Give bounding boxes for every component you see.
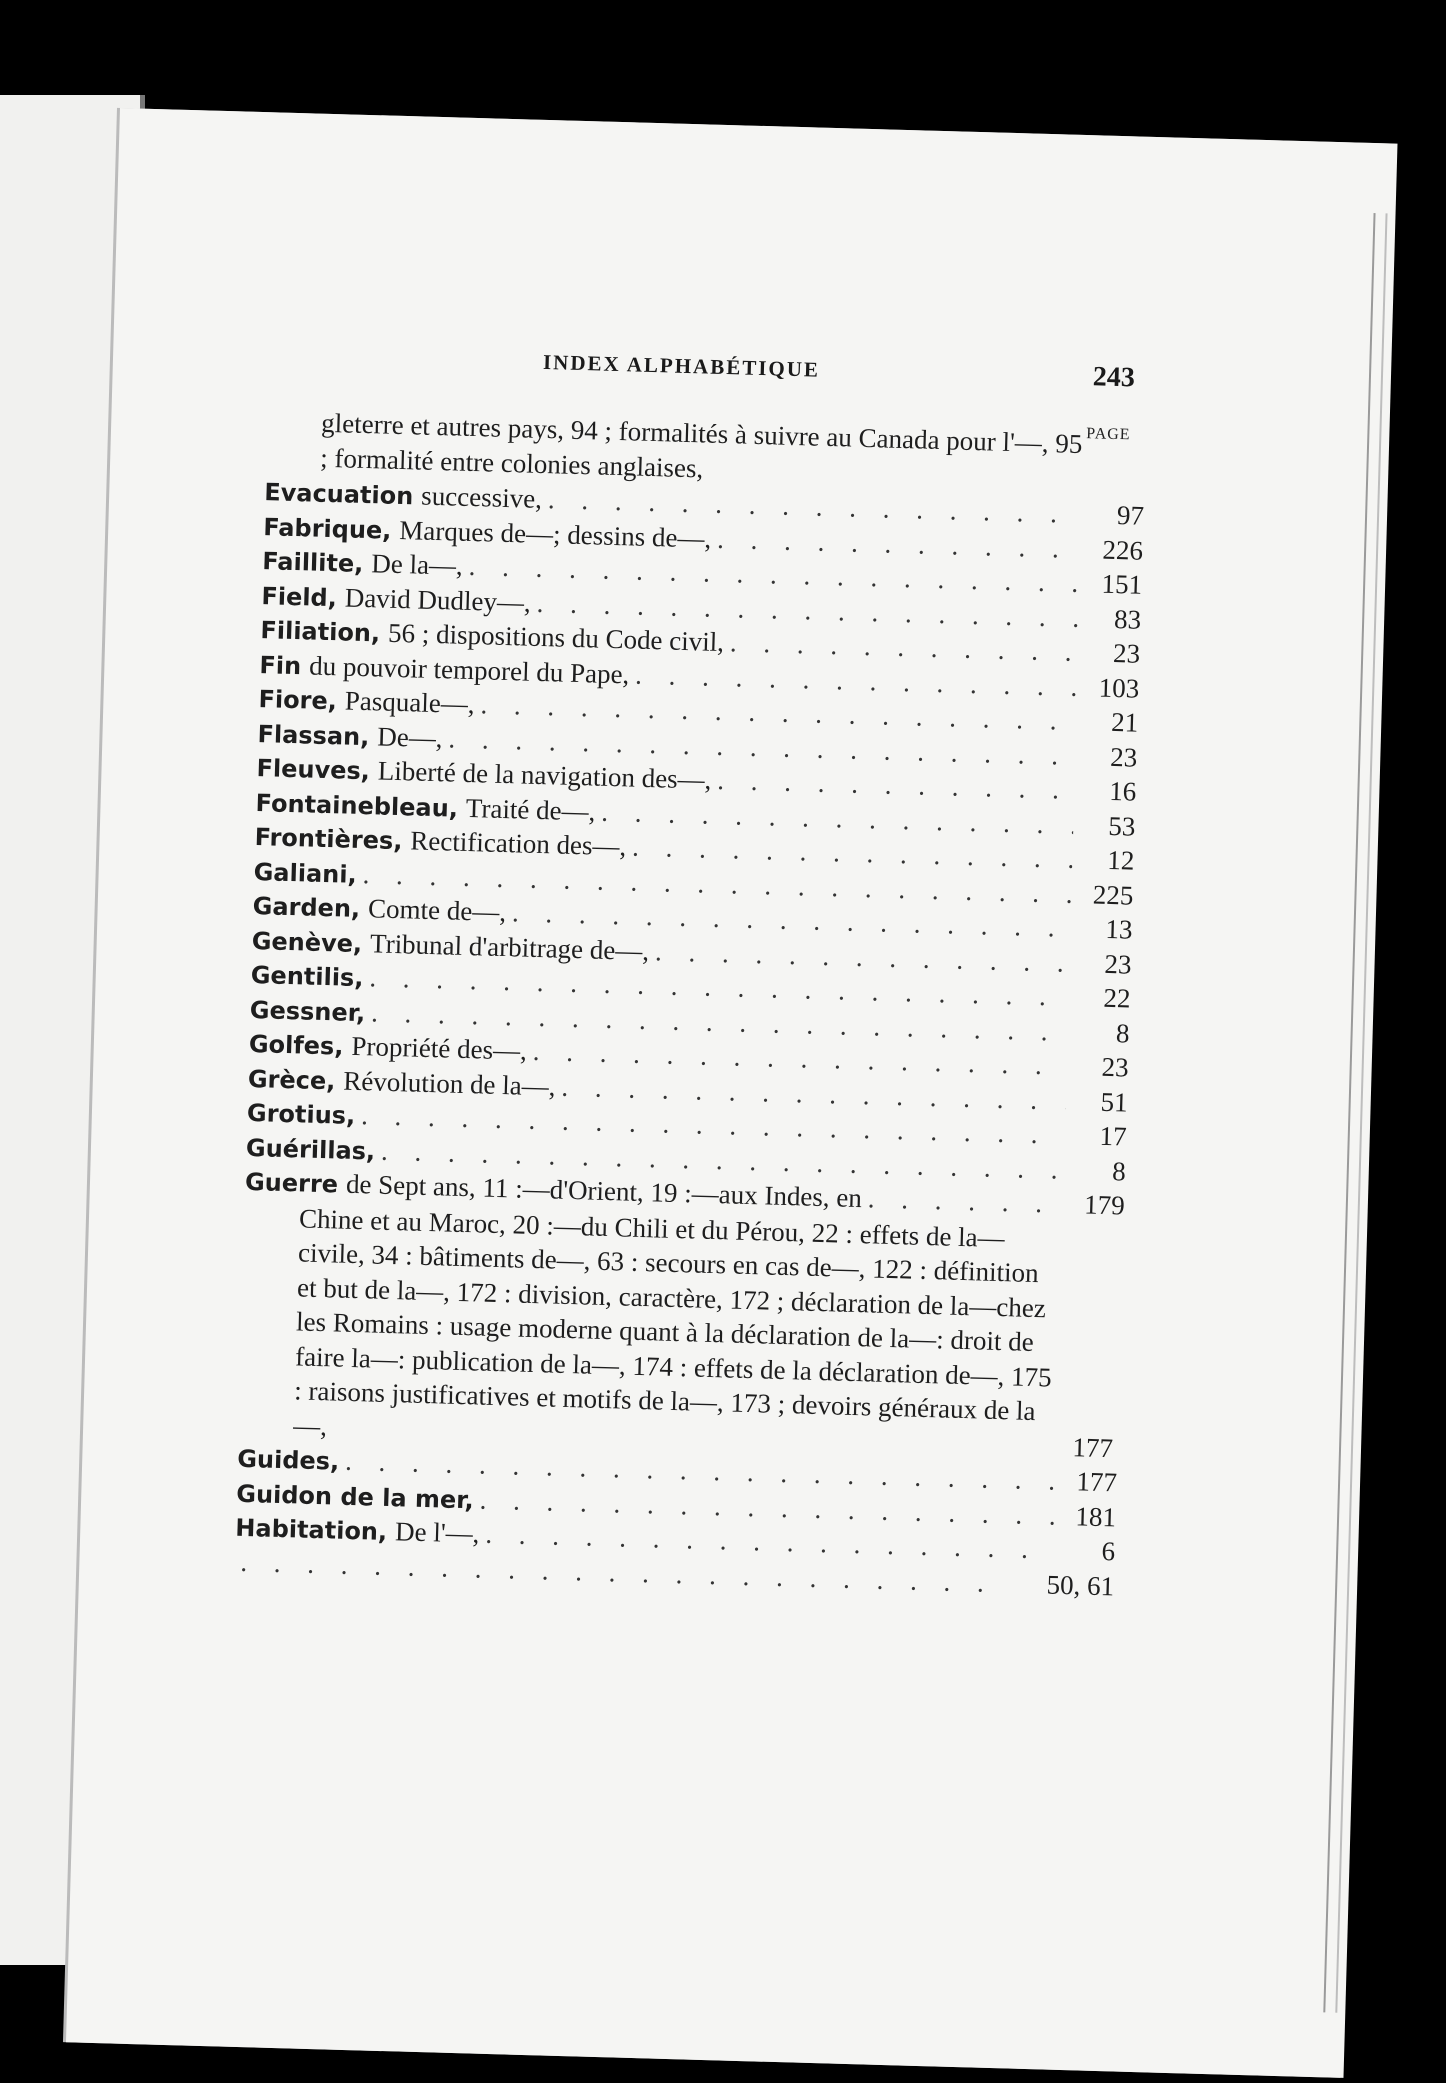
entry-page: 12: [1106, 844, 1135, 876]
entry-term: Grèce,: [247, 1064, 336, 1095]
entry-term: Filiation,: [260, 616, 381, 648]
book-page: [66, 108, 1398, 2078]
entry-term: Guidon de la mer,: [235, 1479, 475, 1514]
entry-term: Fontainebleau,: [255, 788, 459, 823]
guerre-continuation-text: Chine et au Maroc, 20 :—du Chili et du Pérou, 22 : effets de la—civile, 34 : bâtiments de—, 63 : secours en cas de—, 122 : définition et but de la—, 172 : division, caractère, 172 ; déclaration de la—chez les Romains : usage moderne quant à la déclaration de la—: droit de faire la—: publication de la—, 174 : effets de la déclaration de—, 175 : raisons justificatives et motifs de la—, 173 ; devoirs généraux de la—,: [292, 1202, 1053, 1441]
entry-page: 53: [1107, 810, 1136, 842]
entry-desc: Rectification des—,: [410, 825, 627, 862]
entry-desc: De la—,: [370, 548, 464, 581]
entry-term: Faillite,: [262, 547, 364, 578]
guerre-entry: [238, 1164, 1125, 1465]
dot-leader: [867, 1181, 1063, 1221]
entry-page: 103: [1098, 672, 1140, 704]
entry-desc: du pouvoir temporel du Pape,: [308, 650, 630, 689]
entry-term: Field,: [261, 581, 338, 612]
entry-term: Flassan,: [257, 719, 370, 751]
index-entries: [246, 474, 1145, 1188]
last-line-pages: 50, 61: [1046, 1568, 1115, 1601]
entry-term: Gessner,: [249, 995, 366, 1027]
guerre-continuation: [238, 1199, 1114, 1463]
entry-term: Guerre: [244, 1167, 339, 1199]
entry-term: Fin: [259, 650, 302, 680]
index-list: [234, 404, 1146, 1603]
entry-term: Fabrique,: [262, 512, 392, 545]
entry-page: 6: [1101, 1535, 1116, 1567]
entry-desc: successive,: [420, 480, 543, 514]
entry-page: 97: [1116, 500, 1145, 531]
page-number: 243: [1092, 361, 1136, 394]
page-column-label: PAGE: [1086, 425, 1131, 444]
entry-term: Guides,: [236, 1444, 340, 1476]
entry-term: Golfes,: [248, 1029, 344, 1061]
entry-term: Garden,: [252, 892, 361, 924]
entry-term: Fiore,: [258, 685, 338, 716]
entry-desc: Traité de—,: [465, 792, 596, 827]
entry-term: Genève,: [251, 926, 363, 958]
intro-text: gleterre et autres pays, 94 ; formalités à suivre au Canada pour l'—, 95 ; formalité entre colonies anglaises,: [319, 407, 1083, 484]
entry-page: 16: [1108, 775, 1137, 807]
entry-term: Gentilis,: [250, 960, 364, 993]
entry-desc: Révolution de la—,: [342, 1065, 556, 1102]
entry-desc: Liberté de la navigation des—,: [377, 755, 712, 795]
entry-page: 179: [1083, 1189, 1126, 1221]
entry-page: 83: [1113, 603, 1142, 635]
entry-desc: de Sept ans, 11 :—d'Orient, 19 :—aux Indes, en: [345, 1168, 863, 1214]
entry-desc: Tribunal d'arbitrage de—,: [369, 927, 650, 966]
entry-desc: Propriété des—,: [351, 1030, 528, 1066]
entry-desc: David Dudley—,: [344, 581, 532, 618]
entry-term: Habitation,: [235, 1513, 388, 1547]
entry-term: Evacuation: [263, 478, 414, 511]
entry-term: Grotius,: [246, 1098, 356, 1130]
entry-term: Frontières,: [254, 823, 403, 856]
entry-page: 23: [1109, 741, 1138, 773]
entry-desc: De—,: [376, 720, 443, 753]
entry-page: 23: [1104, 948, 1132, 980]
entry-page: 21: [1110, 706, 1139, 738]
entry-page: 225: [1092, 878, 1134, 911]
entry-page: 226: [1102, 534, 1144, 566]
entry-page: 8: [1115, 1017, 1130, 1049]
entry-term: Guérillas,: [245, 1133, 376, 1166]
page-header: [112, 338, 1391, 414]
entry-term: Galiani,: [253, 857, 358, 889]
page-edge: [1323, 213, 1387, 2013]
entry-page: 151: [1101, 568, 1143, 600]
entry-page: 51: [1100, 1086, 1129, 1118]
entry-page: 177: [1076, 1466, 1118, 1498]
running-title: INDEX ALPHABÉTIQUE: [542, 349, 821, 382]
entry-page: 181: [1075, 1500, 1117, 1532]
entry-desc: Comte de—,: [367, 893, 507, 928]
entry-desc: 56 ; dispositions du Code civil,: [387, 617, 725, 658]
entry-page: 23: [1101, 1051, 1130, 1083]
guerre-continuation-page: 177: [1072, 1431, 1114, 1463]
entry-page: 22: [1103, 982, 1131, 1014]
entry-page: 23: [1112, 637, 1141, 669]
entry-page: 8: [1111, 1155, 1127, 1186]
entry-desc: De l'—,: [394, 1516, 480, 1549]
entry-term: Fleuves,: [256, 754, 371, 786]
entry-desc: Pasquale—,: [344, 685, 475, 720]
entry-page: 17: [1099, 1120, 1128, 1152]
entry-page: 13: [1105, 913, 1133, 945]
entry-desc: Marques de—; dessins de—,: [399, 514, 712, 554]
